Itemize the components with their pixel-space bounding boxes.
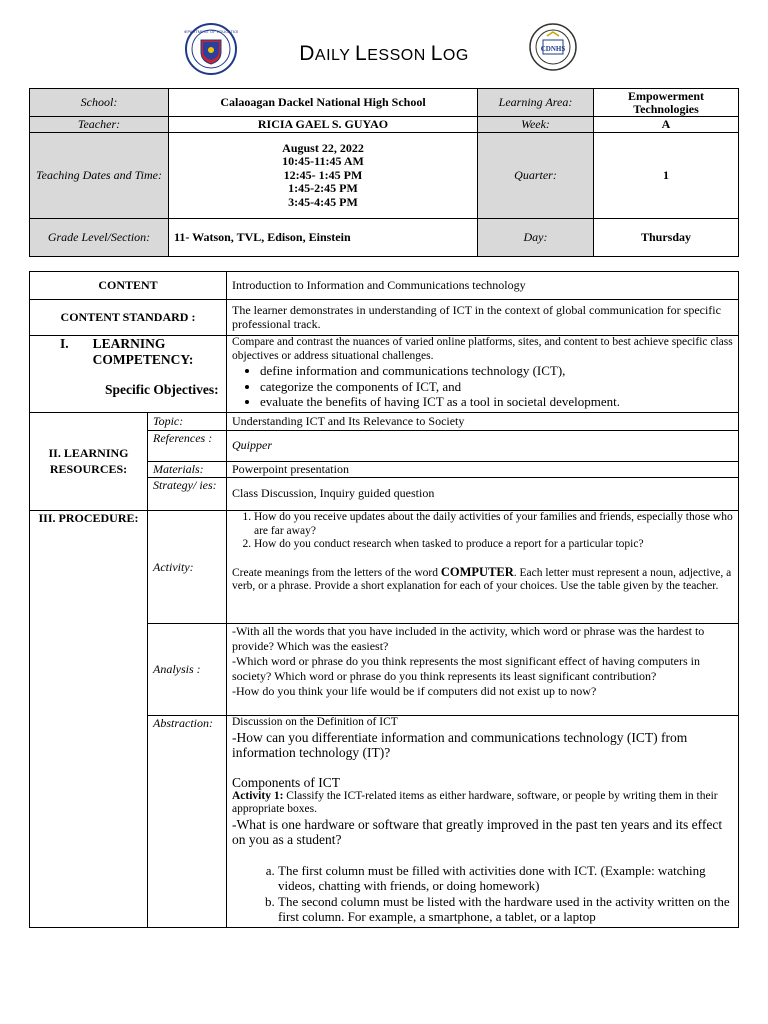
grade-label: Grade Level/Section:	[30, 219, 169, 257]
objective-item: • define information and communications technology (ICT),	[260, 363, 733, 379]
references-value: Quipper	[227, 431, 739, 462]
learning-area-label: Learning Area:	[478, 89, 594, 117]
column-instruction: b. The second column must be listed with the hardware used in the activity written on the first column. For example, a smartphone, a tablet, or a laptop	[278, 894, 733, 925]
activity-question: 2. How do you conduct research when tasked to produce a report for a particular topic?	[254, 538, 733, 552]
content-standard-value: The learner demonstrates in understanding of ICT in the context of global communication for specific professional track.	[227, 300, 739, 336]
activity-label: Activity:	[148, 511, 227, 624]
learning-competency-value: Compare and contrast the nuances of varied online platforms, sites, and content to best achieve specific class objectives or address situational challenges. • define information and communications technology (ICT), • categorize the components of ICT, and • evaluate the benefits of having ICT as a tool in societal development.	[227, 336, 739, 413]
learning-resources-label: II. LEARNING RESOURCES:	[30, 413, 148, 511]
page-title: DAILY LESSON LOG	[299, 42, 469, 65]
school-value: Calaoagan Dackel National High School	[169, 89, 478, 117]
references-label: References :	[148, 431, 227, 462]
activity-instructions: Create meanings from the letters of the word COMPUTER. Each letter must represent a noun, adjective, a verb, or a phrase. Provide a short explanation for each of your choices. Use the table given by the teacher.	[232, 564, 732, 592]
svg-text:DEPARTMENT OF EDUCATION: DEPARTMENT OF EDUCATION	[184, 29, 238, 34]
learning-area-value: Empowerment Technologies	[594, 89, 739, 117]
week-label: Week:	[478, 117, 594, 133]
school-label: School:	[30, 89, 169, 117]
svg-text:CDNHS: CDNHS	[540, 45, 566, 53]
abstraction-label: Abstraction:	[148, 716, 227, 928]
specific-objectives-label: Specific Objectives:	[105, 382, 219, 397]
objective-item: • categorize the components of ICT, and	[260, 379, 733, 395]
day-value: Thursday	[594, 219, 739, 257]
grade-value: 11- Watson, TVL, Edison, Einstein	[169, 219, 478, 257]
lesson-plan-table	[29, 271, 739, 928]
info-table	[29, 88, 739, 257]
content-value: Introduction to Information and Communications technology	[227, 272, 739, 300]
materials-value: Powerpoint presentation	[227, 462, 739, 478]
quarter-value: 1	[594, 133, 739, 219]
objectives-list	[232, 363, 733, 410]
quarter-label: Quarter:	[478, 133, 594, 219]
learning-competency-label: I. LEARNING COMPETENCY: Specific Objectives:	[30, 336, 227, 413]
school-logo	[527, 22, 579, 77]
teacher-value: RICIA GAEL S. GUYAO	[169, 117, 478, 133]
abstraction-value: Discussion on the Definition of ICT -How can you differentiate information and communications technology (ICT) from information technology (IT)? Components of ICT Activity 1: Classify the ICT-related items as either hardware, software, or people by writing them in their appropriate boxes. -What is one hardware or software that greatly improved in the past ten years and its effect on you as a student? a. The first column must be filled with activities done with ICT. (Example: watching videos, chatting with friends, or doing homework) b. The second column must be listed with the hardware used in the activity written on the first column. For example, a smartphone, a tablet, or a laptop	[227, 716, 739, 928]
strategy-value: Class Discussion, Inquiry guided question	[227, 478, 739, 511]
activity-questions	[232, 511, 733, 552]
objective-item: • evaluate the benefits of having ICT as a tool in societal development.	[260, 394, 733, 410]
column-instructions	[232, 863, 733, 925]
dates-label: Teaching Dates and Time:	[30, 133, 169, 219]
column-instruction: a. The first column must be filled with activities done with ICT. (Example: watching videos, chatting with friends, or doing homework)	[278, 863, 733, 894]
activity-question: 1. How do you receive updates about the daily activities of your families and friends, especially those who are far away?	[254, 511, 733, 538]
topic-value: Understanding ICT and Its Relevance to Society	[227, 413, 739, 431]
analysis-label: Analysis :	[148, 624, 227, 716]
week-value: A	[594, 117, 739, 133]
topic-label: Topic:	[148, 413, 227, 431]
teacher-label: Teacher:	[30, 117, 169, 133]
activity-value	[227, 511, 739, 624]
content-standard-label: CONTENT STANDARD :	[30, 300, 227, 336]
materials-label: Materials:	[148, 462, 227, 478]
day-label: Day:	[478, 219, 594, 257]
strategy-label: Strategy/ ies:	[148, 478, 227, 511]
analysis-value: -With all the words that you have included in the activity, which word or phrase was the hardest to provide? Which was the easiest? -Which word or phrase do you think represents the most significant effect of having computers in society? Which word or phrase do you think represents its least significant contribution? -How do you think your life would be if computers did not exist up to now?	[227, 624, 739, 716]
content-label: CONTENT	[30, 272, 227, 300]
procedure-label: III. PROCEDURE:	[30, 511, 148, 928]
dates-value: August 22, 2022 10:45-11:45 AM 12:45- 1:45 PM 1:45-2:45 PM 3:45-4:45 PM	[169, 133, 478, 219]
